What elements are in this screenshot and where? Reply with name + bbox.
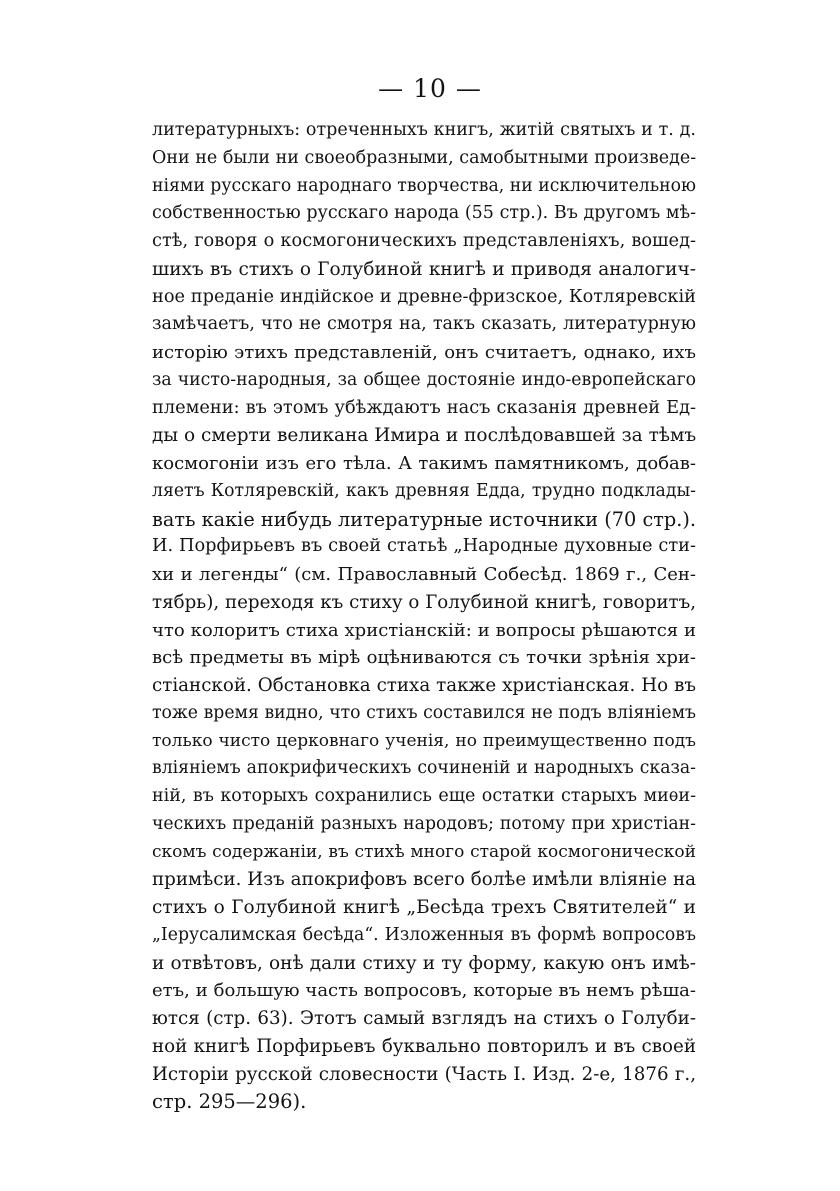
text-line: за чисто-народныя, за общее достояніе индо-европейскаго: [152, 369, 696, 390]
text-line: етъ, и большую часть вопросовъ, которые въ немъ рѣша-: [152, 980, 696, 1002]
text-line: вать какіе нибудь литературные источники (70 стр.).: [152, 507, 696, 531]
text-line: замѣчаетъ, что не смотря на, такъ сказать, литературную: [152, 314, 696, 335]
text-line: стр. 295—296).: [152, 1090, 307, 1114]
text-line: только чисто церковнаго ученія, но преимущественно подъ: [152, 730, 696, 751]
text-line: космогоніи изъ его тѣла. А такимъ памятникомъ, добав-: [152, 453, 696, 474]
text-line: и отвѣтовъ, онѣ дали стиху и ту форму, какую онъ имѣ-: [152, 952, 696, 974]
text-line: стихъ о Голубиной книгѣ „Бесѣда трехъ Святителей“ и: [152, 897, 696, 918]
text-line: скомъ содержаніи, въ стихѣ много старой космогонической: [152, 841, 696, 862]
text-line: „Іерусалимская бесѣда“. Изложенныя въ формѣ вопросовъ: [152, 924, 696, 945]
text-line: тоже время видно, что стихъ составился не подъ вліяніемъ: [152, 702, 696, 723]
text-line: Исторіи русской словесности (Часть I. Изд. 2-е, 1876 г.,: [152, 1063, 696, 1085]
text-line: ніями русскаго народнаго творчества, ни исключительною: [152, 175, 697, 196]
text-line: исторію этихъ представленій, онъ считаетъ, однако, ихъ: [152, 342, 696, 363]
text-line: тябрь), переходя къ стиху о Голубиной книгѣ, говоритъ,: [152, 591, 696, 613]
text-line: вліяніемъ апокрифическихъ сочиненій и народныхъ сказа-: [152, 758, 696, 779]
text-line: примѣси. Изъ апокрифовъ всего болѣе имѣли вліяніе на: [152, 869, 696, 891]
text-line: стіанской. Обстановка стиха также христіанская. Но въ: [152, 675, 696, 696]
text-line: ной книгѣ Порфирьевъ буквально повторилъ и въ своей: [152, 1035, 696, 1057]
text-line: литературныхъ: отреченныхъ книгъ, житій святыхъ и т. д.: [152, 120, 696, 140]
text-line: ній, въ которыхъ сохранились еще остатки старыхъ миѳи-: [152, 786, 696, 806]
text-line: племени: въ этомъ убѣждаютъ насъ сказанія древней Ед-: [152, 397, 696, 418]
text-line: стѣ, говоря о космогоническихъ представленіяхъ, вошед-: [152, 231, 696, 251]
text-line: ются (стр. 63). Этотъ самый взглядъ на стихъ о Голуби-: [152, 1008, 696, 1029]
text-line: ды о смерти великана Имира и послѣдовавшей за тѣмъ: [152, 425, 697, 447]
text-line: шихъ въ стихъ о Голубиной книгѣ и приводя аналогич-: [152, 258, 696, 280]
page-number: — 10 —: [378, 74, 482, 103]
text-line: хи и легенды“ (см. Православный Собесѣд. 1869 г., Сен-: [152, 564, 696, 585]
text-line: собственностью русскаго народа (55 стр.). Въ другомъ мѣ-: [152, 203, 696, 224]
text-line: что колоритъ стиха христіанскій: и вопросы рѣшаются и: [152, 619, 696, 641]
text-line: Они не были ни своеобразными, самобытными произведе-: [152, 147, 697, 168]
body-text: [152, 117, 696, 1116]
text-line: ляетъ Котляревскій, какъ древняя Едда, трудно подклады-: [152, 480, 696, 501]
text-line: ное преданіе индійское и древне-фризское, Котляревскій: [152, 286, 696, 307]
text-line: И. Порфирьевъ въ своей статьѣ „Народные духовные сти-: [152, 536, 696, 557]
text-line: всѣ предметы въ мірѣ оцѣниваются съ точки зрѣнія хри-: [152, 647, 696, 669]
text-line: ческихъ преданій разныхъ народовъ; потому при христіан-: [152, 813, 696, 834]
